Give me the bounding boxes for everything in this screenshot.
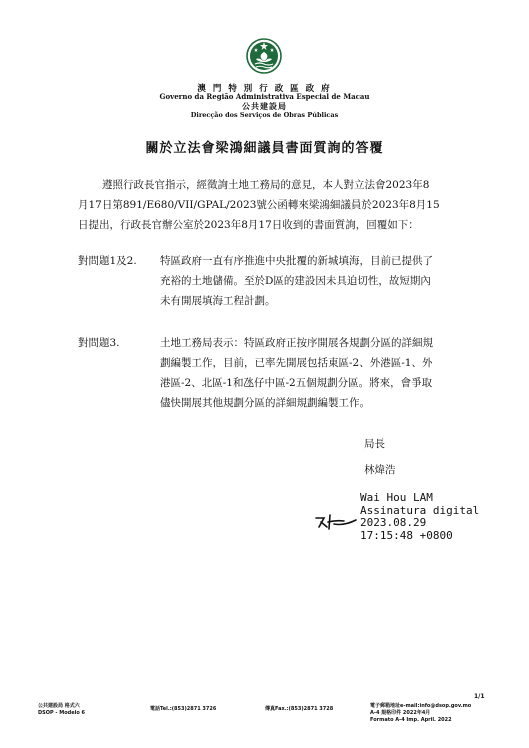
department-name-portuguese: Direcção dos Serviços de Obras Públicas bbox=[190, 111, 339, 119]
government-name-chinese: 澳 門 特 別 行 政 區 政 府 bbox=[197, 84, 332, 94]
digital-signature-label: Assinatura digital bbox=[360, 503, 480, 517]
intro-paragraph bbox=[78, 175, 498, 235]
digital-signature-block bbox=[360, 492, 479, 542]
answer-line: 未有開展填海工程計劃。 bbox=[160, 295, 276, 307]
answer-line: 充裕的土地儲備。至於D區的建設因未具迫切性，故短期內 bbox=[160, 275, 431, 287]
footer-contact bbox=[370, 703, 471, 724]
intro-line: 日提出，行政長官辦公室於2023年8月17日收到的書面質詢，回覆如下： bbox=[78, 219, 419, 231]
footer-print-spec-portuguese: Formato A-4 Imp. April. 2022 bbox=[370, 717, 452, 723]
intro-line: 月17日第891/E680/VII/GPAL/2023號公函轉來梁鴻細議員於2023年8月15 bbox=[78, 199, 440, 211]
digital-signature-time: 17:15:48 +0800 bbox=[360, 528, 453, 542]
answer-text-q1-2 bbox=[160, 251, 433, 311]
signatory-name: 林煒浩 bbox=[364, 464, 396, 476]
document-title: 關於立法會梁鴻細議員書面質詢的答覆 bbox=[145, 141, 384, 156]
answer-line: 特區政府一直有序推進中央批覆的新城填海，目前已提供了 bbox=[160, 255, 433, 267]
answer-line: 土地工務局表示：特區政府正按序開展各規劃分區的詳細規 bbox=[160, 337, 433, 349]
footer-email: 電子郵箱地址e-mail:info@dsop.gov.mo bbox=[370, 703, 472, 709]
macau-emblem-icon bbox=[246, 37, 282, 77]
answer-line: 港區-2、北區-1和氹仔中區-2五個規劃分區。將來，會爭取 bbox=[160, 377, 433, 389]
footer-form-code bbox=[38, 703, 85, 717]
page-number: 1/1 bbox=[474, 693, 485, 700]
answer-line: 儘快開展其他規劃分區的詳細規劃編製工作。 bbox=[160, 397, 370, 409]
footer-telephone: 電話Tel.:(853)2871 3726 bbox=[150, 706, 217, 712]
government-name-portuguese: Governo da Região Administrativa Especial de Macau bbox=[159, 92, 370, 101]
department-name-chinese: 公共建設局 bbox=[242, 101, 287, 111]
handwritten-signature-icon bbox=[314, 512, 358, 532]
answer-label-q1-2: 對問題1及2. bbox=[78, 255, 137, 267]
answer-text-q3 bbox=[160, 333, 433, 413]
digital-signature-date: 2023.08.29 bbox=[360, 516, 427, 529]
digital-signer-name: Wai Hou LAM bbox=[360, 491, 433, 504]
footer-fax: 傳真Fax.:(853)2871 3728 bbox=[265, 706, 334, 712]
signatory-title: 局長 bbox=[364, 438, 385, 450]
answer-label-q3: 對問題3. bbox=[78, 337, 120, 349]
footer-print-spec-chinese: A-4 規格印件 2022年4月 bbox=[370, 710, 431, 716]
intro-line: 遵照行政長官指示，經徵詢土地工務局的意見，本人對立法會2023年8 bbox=[102, 179, 430, 191]
footer-form-code-chinese: 公共建設局 格式六 bbox=[38, 703, 80, 709]
answer-line: 劃編製工作，目前，已率先開展包括東區-2、外港區-1、外 bbox=[160, 357, 433, 369]
footer-form-code-portuguese: DSOP - Modelo 6 bbox=[38, 710, 85, 716]
